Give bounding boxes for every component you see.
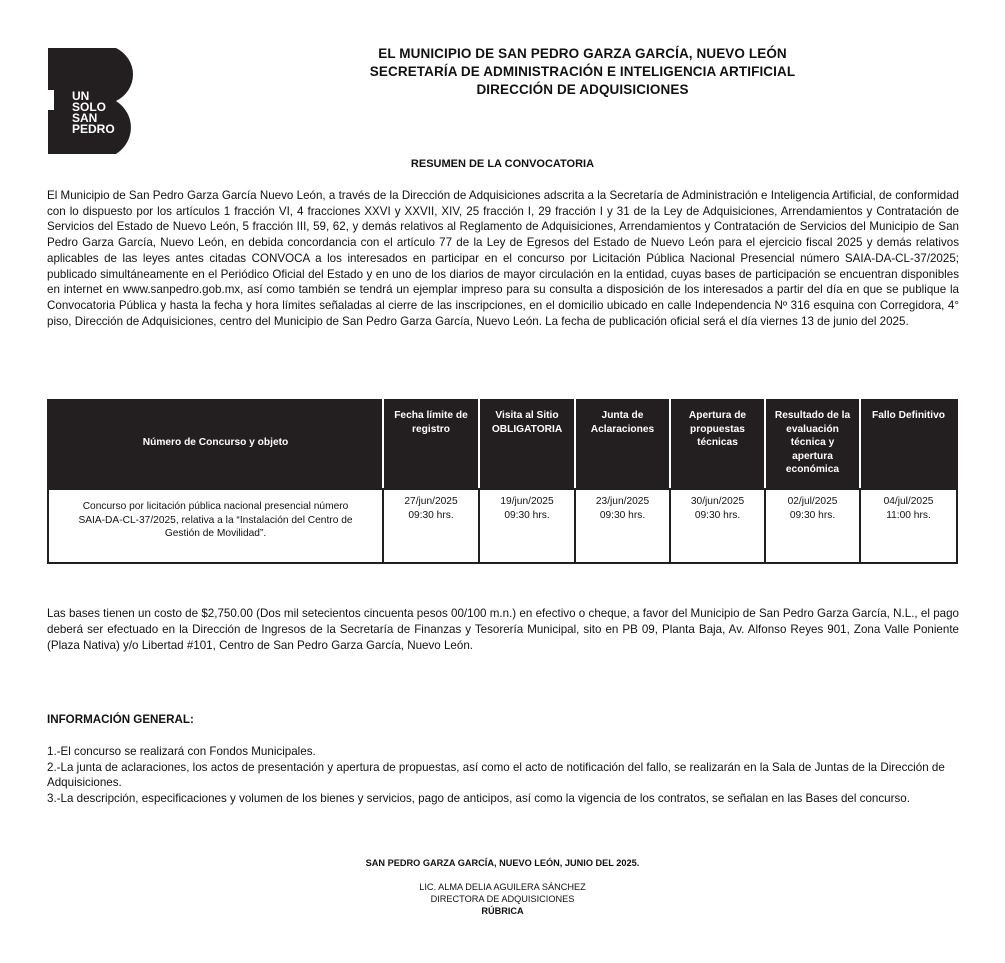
table-row — [48, 489, 957, 563]
logo-line-1: UN — [72, 89, 90, 103]
cell-time: 11:00 hrs. — [886, 509, 931, 521]
cell-date: 23/jun/2025 — [595, 496, 650, 507]
footer-signature: RÚBRICA — [481, 906, 524, 916]
col-header-junta: Junta de Aclaraciones — [575, 400, 670, 489]
cell-fallo — [860, 489, 957, 563]
logo-line-3: SAN — [72, 111, 98, 125]
footer-place-date: SAN PEDRO GARZA GARCÍA, NUEVO LEÓN, JUNIO DEL 2025. — [365, 858, 640, 868]
cell-date: 19/jun/2025 — [500, 496, 554, 507]
footer-signer: LIC. ALMA DELIA AGUILERA SÁNCHEZ — [419, 882, 586, 892]
footer-role: DIRECTORA DE ADQUISICIONES — [430, 894, 575, 904]
col-header-resultado: Resultado de la evaluación técnica y apertura económica — [765, 400, 860, 489]
cell-time: 09:30 hrs. — [504, 509, 550, 521]
list-item: 1.-El concurso se realizará con Fondos Municipales. — [47, 745, 316, 758]
cell-date: 27/jun/2025 — [404, 496, 458, 507]
general-info-list — [47, 744, 947, 806]
cell-date: 02/jul/2025 — [787, 496, 838, 507]
logo-line-4: PEDRO — [72, 122, 115, 136]
logo-line-2: SOLO — [72, 100, 107, 114]
cell-time: 09:30 hrs. — [599, 509, 646, 521]
list-item: 3.-La descripción, especificaciones y volumen de los bienes y servicios, pago de anticipos, así como la vigencia de los contratos, se señalan en las Bases del concurso. — [47, 791, 910, 805]
cell-date: 04/jul/2025 — [883, 496, 934, 507]
costs-paragraph: Las bases tienen un costo de $2,750.00 (Dos mil setecientos cincuenta pesos 00/100 m.n.) en efectivo o cheque, a favor del Municipio de San Pedro Garza García, N.L., el pago deberá ser efectuado en la Dirección de Ingresos de la Secretaría de Finanzas y Tesorería Municipal, sito en PB 09, Planta Baja, Av. Alfonso Reyes 901, Zona Valle Poniente (Plaza Nativa) y/o Libertad #101, Centro de San Pedro Garza García, Nuevo León. — [47, 607, 959, 652]
col-header-visita: Visita al Sitio OBLIGATORIA — [479, 400, 575, 489]
cell-time: 09:30 hrs. — [408, 509, 454, 521]
cell-date: 30/jun/2025 — [690, 496, 745, 507]
cell-junta — [575, 489, 670, 563]
cell-objeto: Concurso por licitación pública nacional presencial número SAIA-DA-CL-37/2025, relativa a la “Instalación del Centro de Gestión de Movilidad”. — [48, 489, 383, 563]
col-header-objeto: Número de Concurso y objeto — [48, 400, 383, 489]
cell-time: 09:30 hrs. — [789, 509, 836, 521]
cell-time: 09:30 hrs. — [694, 509, 741, 521]
general-info-title: INFORMACIÓN GENERAL: — [47, 713, 194, 726]
cell-resultado — [765, 489, 860, 563]
un-solo-san-pedro-logo — [48, 48, 152, 154]
header-municipality: EL MUNICIPIO DE SAN PEDRO GARZA GARCÍA, NUEVO LEÓN — [378, 46, 787, 61]
col-header-registro: Fecha límite de registro — [383, 400, 479, 489]
summary-title: RESUMEN DE LA CONVOCATORIA — [410, 158, 595, 170]
table-header-row — [48, 400, 957, 489]
cell-registro — [383, 489, 479, 563]
header-secretariat: SECRETARÍA DE ADMINISTRACIÓN E INTELIGENCIA ARTIFICIAL — [369, 64, 796, 79]
intro-paragraph: El Municipio de San Pedro Garza García Nuevo León, a través de la Dirección de Adquisiciones adscrita a la Secretaría de Administración e Inteligencia Artificial, de conformidad con lo dispuesto por los artículos 1 fracción VI, 4 fracciones XXVI y XXVII, XIV, 25 fracción I, 29 fracción I y 31 de la Ley de Adquisiciones, Arrendamientos y Contratación de Servicios del Estado de Nuevo León, 5 fracción III, 59, 62, y demás relativos al Reglamento de Adquisiciones, Arrendamientos y Contratación de Servicios del Municipio de San Pedro Garza García, Nuevo León, en debida concordancia con el artículo 77 de la Ley de Egresos del Estado de Nuevo León para el ejercicio fiscal 2025 y demás relativos aplicables de las leyes antes citadas CONVOCA a los interesados en participar en el concurso por Licitación Pública Nacional Presencial número SAIA-DA-CL-37/2025; publicado simultáneamente en el Periódico Oficial del Estado y en uno de los diarios de mayor circulación en la entidad, cuyas bases de participación se encuentran disponibles en internet en www.sanpedro.gob.mx, así como también se tendrá un ejemplar impreso para su consulta a disposición de los interesados a partir del día en que se publique la Convocatoria Pública y hasta la fecha y hora límites señaladas al cierre de las inscripciones, en el domicilio ubicado en calle Independencia Nº 316 esquina con Corregidora, 4° piso, Dirección de Adquisiciones, centro del Municipio de San Pedro Garza García, Nuevo León. La fecha de publicación oficial será el día viernes 13 de junio del 2025. — [47, 189, 959, 328]
list-item: 2.-La junta de aclaraciones, los actos de presentación y apertura de propuestas, así como el acto de notificación del fallo, se realizarán en la Sala de Juntas de la Dirección de Adquisiciones. — [47, 760, 945, 789]
logo-left-notch — [48, 90, 54, 110]
col-header-apertura: Apertura de propuestas técnicas — [670, 400, 765, 489]
cell-apertura — [670, 489, 765, 563]
col-header-fallo: Fallo Definitivo — [860, 400, 957, 489]
tender-table — [47, 399, 958, 564]
cell-visita — [479, 489, 575, 563]
header-direction: DIRECCIÓN DE ADQUISICIONES — [476, 82, 689, 97]
